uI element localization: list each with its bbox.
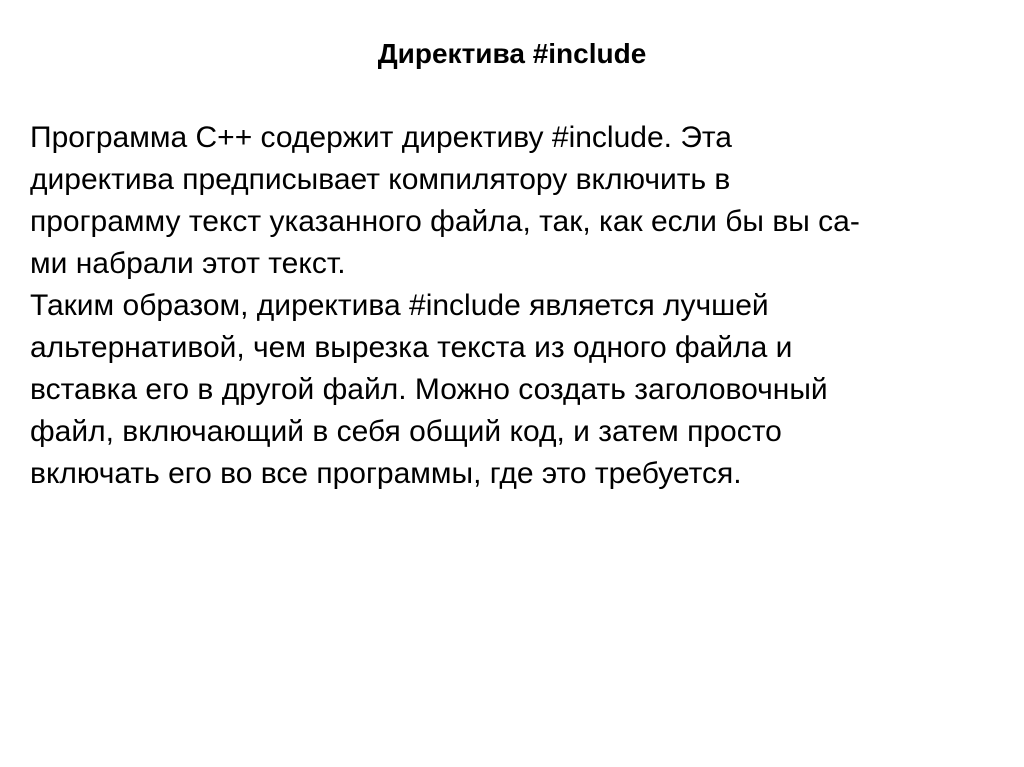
body-line: Таким образом, директива #include является лучшей [30, 289, 769, 322]
body-line: включать его во все программы, где это требуется. [30, 457, 742, 490]
body-line: директива предписывает компилятору включить в [30, 163, 731, 196]
body-line: файл, включающий в себя общий код, и затем просто [30, 415, 782, 448]
body-line: ми набрали этот текст. [30, 247, 346, 280]
body-line: Программа C++ содержит директиву #include. Эта [30, 121, 732, 154]
slide-title: Директива #include [377, 38, 647, 69]
slide-body [30, 117, 1000, 495]
body-line: программу текст указанного файла, так, как если бы вы са- [30, 205, 860, 238]
body-line: альтернативой, чем вырезка текста из одного файла и [30, 331, 793, 364]
body-line: вставка его в другой файл. Можно создать заголовочный [30, 373, 828, 406]
